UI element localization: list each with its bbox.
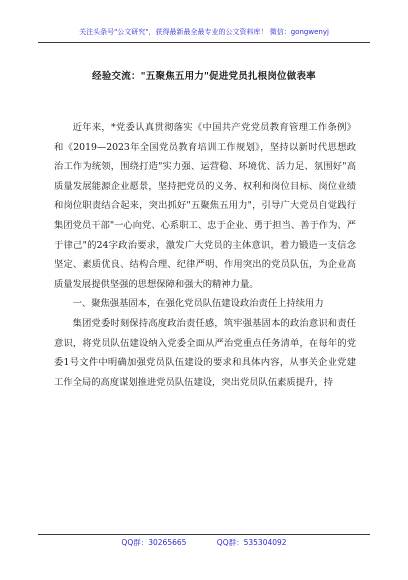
header-divider bbox=[38, 42, 370, 43]
section-heading-1: 一、聚焦强基固本，在强化党员队伍建设政治责任上持续用力 bbox=[72, 298, 324, 310]
header-banner: 关注头条号"公文研究"，获得最新最全最专业的公文资料库！ 微信：gongwenyj bbox=[79, 28, 329, 36]
footer-divider bbox=[38, 534, 370, 535]
document-body bbox=[54, 118, 356, 392]
footer-qq-group-1: QQ群：30265665 bbox=[121, 538, 187, 547]
body-paragraph-section-1: 集团党委时刻保持高度政治责任感，筑牢强基固本的政治意识和责任意识，将党员队伍建设纳入党委全面从严治党重点任务清单，在每年的党委1号文件中明确加强党员队伍建设的要求和具体内容，从事关企业党建工作全局的高度谋划推进党员队伍建设，突出党员队伍素质提升，持 bbox=[54, 317, 356, 388]
body-paragraph-intro: 近年来，*党委认真贯彻落实《中国共产党党员教育管理工作条例》和《2019—2023年全国党员教育培训工作规划》，坚持以新时代思想政治工作为统领，围绕打造"实力强、运营稳、环境优、活力足、氛围好"高质量发展能源企业愿景，坚持把党员的义务、权利和岗位目标、岗位业绩和岗位职责结合起来，突出抓好"五聚焦五用力"，引导广大党员自觉践行集团党员干部"一心向党、心系职工、忠于企业、勇于担当、善于作为、严于律己"的24字政治要求，激发广大党员的主体意识，着力锻造一支信念坚定、素质优良、结构合理、纪律严明、作用突出的党员队伍，为企业高质量发展提供坚强的思想保障和强大的精神力量。 bbox=[54, 122, 356, 290]
document-title: 经验交流："五聚焦五用力"促进党员扎根岗位做表率 bbox=[92, 71, 316, 82]
footer-qq-group-2: QQ群：535304092 bbox=[216, 538, 287, 547]
footer bbox=[0, 537, 408, 548]
